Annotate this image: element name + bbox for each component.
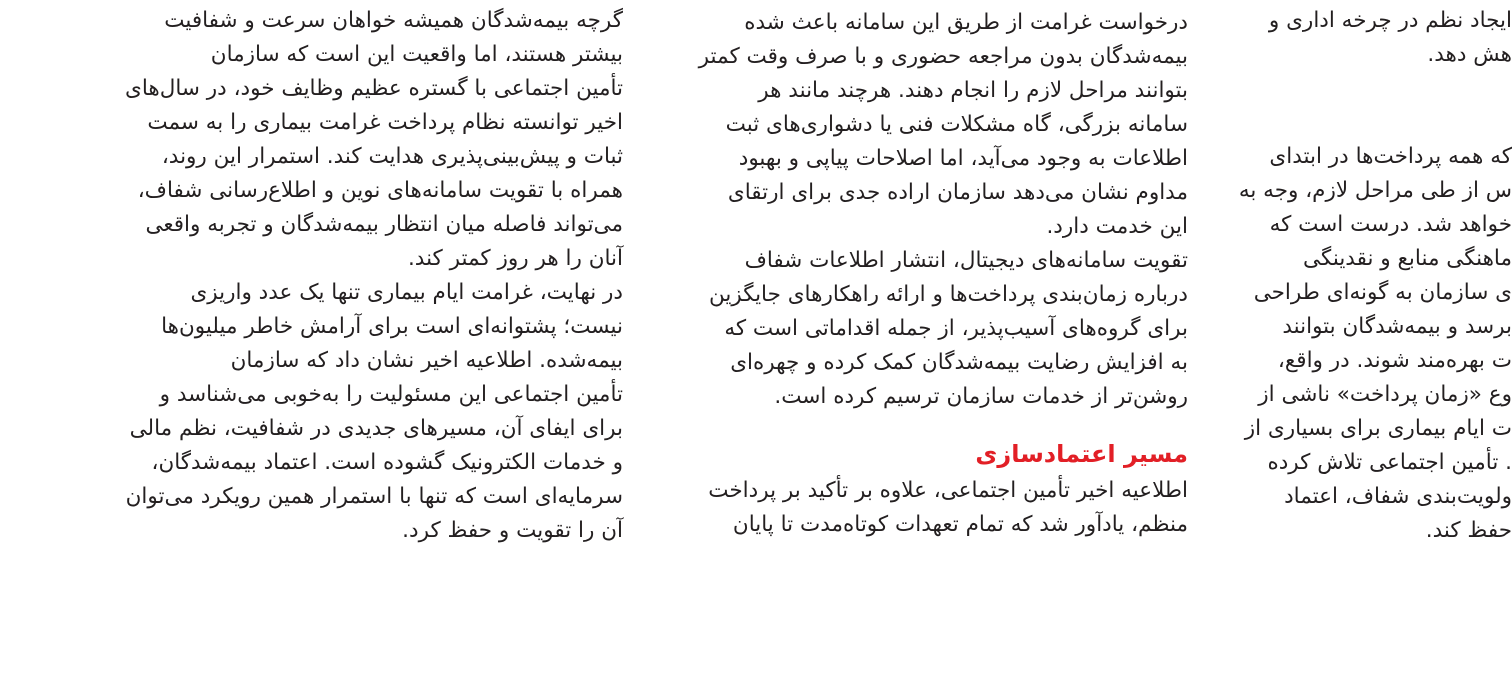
paragraph-gap (1212, 106, 1512, 140)
text-line: گرچه بیمه‌شدگان همیشه خواهان سرعت و شفافیت (164, 8, 623, 33)
text-line: اطلاعیه اخیر تأمین اجتماعی، علاوه بر تأکید بر پرداخت (708, 478, 1188, 503)
text-line: س از طی مراحل لازم، وجه به (1238, 178, 1512, 203)
article-column-middle (655, 6, 1188, 542)
text-line: خواهد شد. درست است که (1269, 212, 1512, 237)
text-line: ایجاد نظم در چرخه اداری و (1268, 8, 1512, 33)
text-line: تأمین اجتماعی با گستره عظیم وظایف خود، در سال‌های (125, 76, 623, 101)
text-line: ی سازمان به گونه‌ای طراحی (1253, 280, 1512, 305)
text-line: هش دهد. (1427, 42, 1512, 67)
text-line: آن را تقویت و حفظ کرد. (402, 518, 623, 543)
text-line: ت بهره‌مند شوند. در واقع، (1277, 348, 1512, 373)
text-line: تأمین اجتماعی این مسئولیت را به‌خوبی می‌شناسد و (159, 382, 623, 407)
article-column-right (1212, 4, 1512, 548)
text-line: منظم، یادآور شد که تمام تعهدات کوتاه‌مدت تا پایان (732, 512, 1188, 537)
text-line: اطلاعات به وجود می‌آید، اما اصلاحات پیاپی و بهبود (738, 146, 1188, 171)
text-line: وع «زمان پرداخت» ناشی از (1258, 382, 1512, 407)
paragraph-gap (1212, 72, 1512, 106)
text-line: . تأمین اجتماعی تلاش کرده (1267, 450, 1512, 475)
text-line: سامانه بزرگی، گاه مشکلات فنی یا دشواری‌های ثبت (725, 112, 1188, 137)
text-line: حفظ کند. (1425, 518, 1512, 543)
section-heading: مسیر اعتمادسازی (975, 440, 1188, 468)
text-line: سرمایه‌ای است که تنها با استمرار همین رویکرد می‌توان (125, 484, 623, 509)
text-line: روشن‌تر از خدمات سازمان ترسیم کرده است. (774, 384, 1188, 409)
text-line: آنان را هر روز کمتر کند. (407, 246, 623, 271)
text-line: برای گروه‌های آسیب‌پذیر، از جمله اقداماتی است که (724, 316, 1188, 341)
text-line: بیشتر هستند، اما واقعیت این است که سازمان (210, 42, 623, 67)
article-column-left (88, 4, 623, 548)
text-line: بیمه‌شده. اطلاعیه اخیر نشان داد که سازمان (230, 348, 623, 373)
text-line: می‌تواند فاصله میان انتظار بیمه‌شدگان و تجربه واقعی (145, 212, 623, 237)
text-line: مداوم نشان می‌دهد سازمان اراده جدی برای ارتقای (727, 180, 1188, 205)
text-line: به افزایش رضایت بیمه‌شدگان کمک کرده و چهره‌ای (730, 350, 1188, 375)
text-line: همراه با تقویت سامانه‌های نوین و اطلاع‌رسانی شفاف، (137, 178, 623, 203)
text-line: بیمه‌شدگان بدون مراجعه حضوری و با صرف وقت کمتر (698, 44, 1188, 69)
text-line: درباره زمان‌بندی پرداخت‌ها و ارائه راهکارهای جایگزین (708, 282, 1188, 307)
text-line: ثبات و پیش‌بینی‌پذیری هدایت کند. استمرار این روند، (161, 144, 623, 169)
text-line: برای ایفای آن، مسیرهای جدیدی در شفافیت، نظم مالی (129, 416, 623, 441)
text-line: ولویت‌بندی شفاف، اعتماد (1284, 484, 1512, 509)
text-line: نیست؛ پشتوانه‌ای است برای آرامش خاطر میلیون‌ها (161, 314, 623, 339)
text-line: درخواست غرامت از طریق این سامانه باعث شده (744, 10, 1188, 35)
text-line: ماهنگی منابع و نقدینگی (1303, 246, 1512, 271)
text-line: که همه پرداخت‌ها در ابتدای (1269, 144, 1512, 169)
text-line: و خدمات الکترونیک گشوده است. اعتماد بیمه‌شدگان، (151, 450, 623, 475)
text-line: در نهایت، غرامت ایام بیماری تنها یک عدد واریزی (190, 280, 623, 305)
text-line: این خدمت دارد. (1046, 214, 1188, 239)
text-line: برسد و بیمه‌شدگان بتوانند (1282, 314, 1512, 339)
text-line: تقویت سامانه‌های دیجیتال، انتشار اطلاعات شفاف (744, 248, 1188, 273)
text-line: بتوانند مراحل لازم را انجام دهند. هرچند مانند هر (758, 78, 1188, 103)
text-line: ت ایام بیماری برای بسیاری از (1244, 416, 1512, 441)
text-line: اخیر توانسته نظام پرداخت غرامت بیماری را به سمت (147, 110, 623, 135)
